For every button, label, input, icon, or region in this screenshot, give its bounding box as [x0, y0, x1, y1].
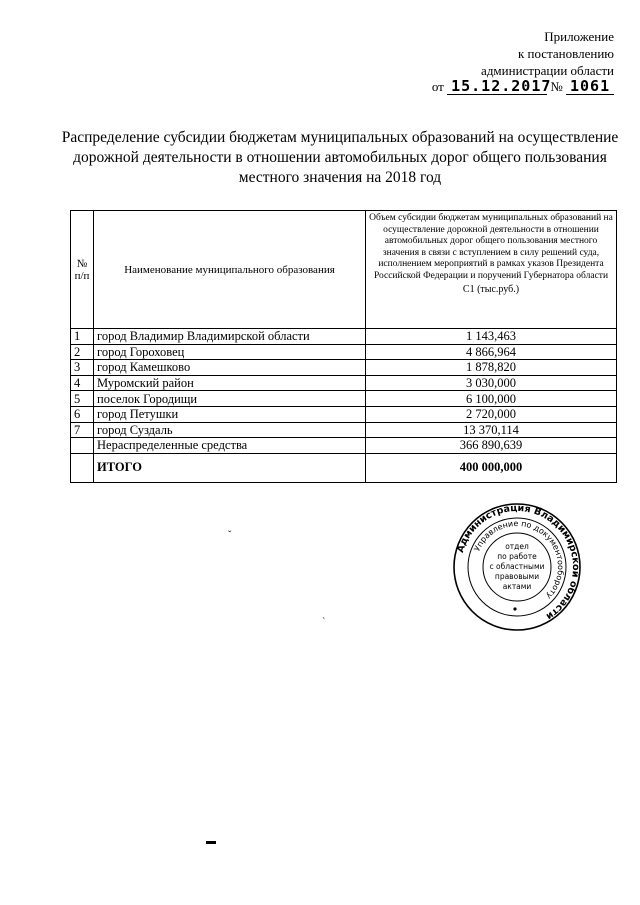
- appendix-block: [481, 28, 614, 79]
- table-row: [71, 329, 617, 345]
- row-number: 1: [71, 329, 94, 345]
- stamp-center-line: с областными: [489, 562, 545, 571]
- row-name: город Гороховец: [94, 344, 366, 360]
- title-line: дорожной деятельности в отношении автомобильных дорог общего пользования: [73, 149, 607, 166]
- header-number: № п/п: [71, 211, 94, 329]
- stamp-center-line: правовыми: [494, 572, 540, 581]
- stamp-outer-path: Администрация Владимирской области: [455, 502, 582, 622]
- table-row: [71, 406, 617, 422]
- appendix-line: к постановлению: [517, 46, 614, 61]
- row-number: 7: [71, 422, 94, 438]
- scan-speck: ˇ: [228, 530, 232, 541]
- row-value: 13 370,114: [366, 422, 617, 438]
- row-name: поселок Городищи: [94, 391, 366, 407]
- row-name: Нераспределенные средства: [94, 438, 366, 454]
- appendix-line: Приложение: [544, 29, 614, 44]
- table-row: [71, 422, 617, 438]
- number-prefix: №: [550, 79, 563, 94]
- table-total-row: [71, 453, 617, 482]
- row-number: 2: [71, 344, 94, 360]
- order-date: 15.12.2017: [447, 79, 547, 95]
- stamp-star-icon: [513, 607, 516, 610]
- row-value: 1 878,820: [366, 360, 617, 376]
- row-name: город Владимир Владимирской области: [94, 329, 366, 345]
- scan-speck: ▬: [206, 836, 216, 847]
- stamp-middle-path: Управление по документообороту: [472, 518, 566, 601]
- table-row: [71, 391, 617, 407]
- total-value: 400 000,000: [366, 453, 617, 482]
- date-prefix: от: [431, 79, 444, 94]
- header-volume: [366, 211, 617, 329]
- row-number: 3: [71, 360, 94, 376]
- header-volume-text: Объем субсидии бюджетам муниципальных образований на осуществление дорожной деятельности в отношении автомобильных дорог общего пользования местного значения в связи с вступлением в силу решений суда, исполнением мероприятий в рамках указов Президента Российской Федерации и поручений Губернатора области: [369, 213, 613, 281]
- table-row: [71, 375, 617, 391]
- row-number: 5: [71, 391, 94, 407]
- row-value: 3 030,000: [366, 375, 617, 391]
- stamp-center-line: отдел: [505, 542, 529, 551]
- row-value: 6 100,000: [366, 391, 617, 407]
- header-volume-code: С1 (тыс.руб.): [462, 284, 520, 295]
- stamp-center-line: по работе: [497, 552, 537, 561]
- subsidy-table: [70, 210, 617, 483]
- table-header-row: [71, 211, 617, 329]
- table-row: [71, 360, 617, 376]
- row-name: Муромский район: [94, 375, 366, 391]
- scan-speck: ˋ: [322, 617, 326, 628]
- order-date-number: [432, 79, 614, 95]
- official-stamp: [452, 502, 582, 632]
- row-number: 4: [71, 375, 94, 391]
- title-line: Распределение субсидии бюджетам муниципальных образований на осуществление: [61, 129, 619, 146]
- table-row: [71, 344, 617, 360]
- stamp-center-line: актами: [502, 582, 532, 591]
- row-value: 2 720,000: [366, 406, 617, 422]
- row-value: 366 890,639: [366, 438, 617, 454]
- row-name: город Камешково: [94, 360, 366, 376]
- document-title: [60, 128, 620, 188]
- appendix-line: администрации области: [481, 63, 614, 78]
- header-name: Наименование муниципального образования: [94, 211, 366, 329]
- total-number-cell: [71, 453, 94, 482]
- row-number: 6: [71, 406, 94, 422]
- row-value: 1 143,463: [366, 329, 617, 345]
- row-number: [71, 438, 94, 454]
- order-number: 1061: [566, 79, 614, 95]
- row-value: 4 866,964: [366, 344, 617, 360]
- row-name: город Суздаль: [94, 422, 366, 438]
- table-row: [71, 438, 617, 454]
- row-name: город Петушки: [94, 406, 366, 422]
- total-label: ИТОГО: [94, 453, 366, 482]
- title-line: местного значения на 2018 год: [238, 169, 442, 186]
